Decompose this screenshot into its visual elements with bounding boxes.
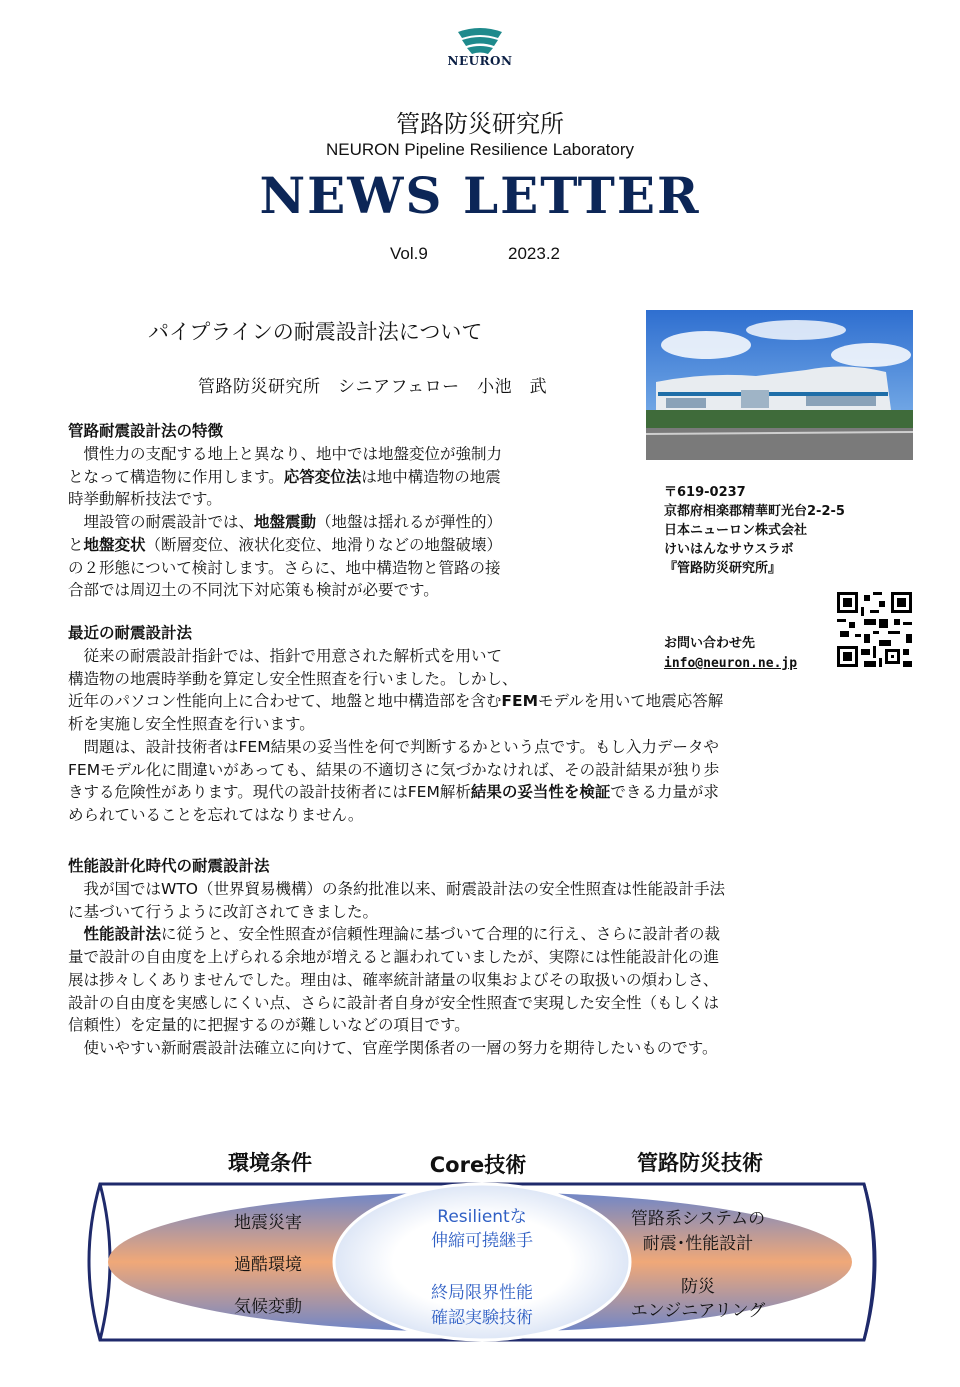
article-title: パイプラインの耐震設計法について [148, 320, 483, 344]
diagram-center-item: 確認実験技術 [431, 1308, 533, 1328]
contact-email-link[interactable]: info@neuron.ne.jp [664, 656, 798, 671]
address-line: 〒619-0237 [664, 485, 746, 500]
body-line: 我が国ではWTO（世界貿易機構）の条約批准以来、耐震設計法の安全性照査は性能設計手法 [68, 880, 725, 898]
diagram-left-item: 地震災害 [234, 1213, 302, 1233]
article-author: 管路防災研究所 シニアフェロー 小池 武 [198, 377, 548, 397]
diagram-right-item: エンジニアリング [630, 1301, 766, 1321]
lab-name-jp: 管路防災研究所 [396, 110, 564, 138]
section-body [68, 645, 723, 827]
section-body [68, 878, 725, 1060]
body-line: の２形態について検討します。さらに、地中構造物と管路の接 [68, 558, 501, 577]
diagram-left-item: 気候変動 [234, 1297, 302, 1317]
section-heading: 性能設計化時代の耐震設計法 [68, 857, 270, 875]
diagram-center-item: 終局限界性能 [431, 1283, 533, 1303]
pipe-diagram [0, 1140, 960, 1387]
address-line: 『管路防災研究所』 [664, 561, 782, 576]
body-line: 合部では周辺土の不同沈下対応策も検討が必要です。 [68, 581, 439, 600]
diagram-title-right: 管路防災技術 [637, 1151, 763, 1175]
emphasis: 性能設計法 [83, 925, 162, 944]
diagram-center-item: 伸縮可撓継手 [431, 1231, 533, 1251]
body-line: 使いやすい新耐震設計法確立に向けて、官産学関係者の一層の努力を期待したいものです。 [68, 1038, 718, 1057]
lab-name-en: NEURON Pipeline Resilience Laboratory [325, 140, 635, 159]
newsletter-title: NEWS LETTER [259, 166, 701, 225]
body-line: められていることを忘れてはなりません。 [68, 805, 364, 824]
body-line: 構造物の地震時挙動を算定し安全性照査を行いました。しかし、 [68, 669, 518, 688]
body-line: 問題は、設計技術者はFEM結果の妥当性を何で判断するかという点です。もし入力データや [68, 737, 719, 756]
diagram-title-left: 環境条件 [228, 1151, 312, 1175]
section-heading: 管路耐震設計法の特徴 [68, 422, 224, 440]
emphasis: 応答変位法 [283, 467, 362, 486]
body-line: 展は捗々しくありませんでした。理由は、確率統計諸量の収集およびその取扱いの煩わしさ、 [68, 970, 719, 989]
body-line: 埋設管の耐震設計では、地盤震動（地盤は揺れるが弾性的） [68, 513, 503, 532]
emphasis: FEM [501, 692, 538, 711]
diagram-right-item: 耐震･性能設計 [642, 1234, 754, 1254]
address-line: 京都府相楽郡精華町光台2-2-5 [664, 504, 845, 519]
diagram-center-item: Resilientな [437, 1207, 527, 1227]
issue-date: 2023.2 [508, 244, 560, 263]
body-line: 従来の耐震設計指針では、指針で用意された解析式を用いて [68, 647, 503, 665]
section-heading: 最近の耐震設計法 [68, 624, 193, 642]
body-line: に基づいて行うように改訂されてきました。 [68, 902, 379, 921]
diagram-left-item: 過酷環境 [234, 1255, 302, 1275]
body-line: 設計の自由度を実感しにくい点、さらに設計者自身が安全性照査で実現した安全性（もしくは [68, 993, 720, 1012]
body-line: FEMモデル化に間違いがあっても、結果の不適切さに気づかなければ、その設計結果が独り歩 [68, 760, 720, 779]
address-line: けいはんなサウスラボ [664, 542, 794, 557]
address-line: 日本ニューロン株式会社 [664, 523, 808, 538]
emphasis: 結果の妥当性を検証 [470, 783, 611, 802]
address-block [664, 483, 845, 578]
diagram-right-item: 管路系システムの [630, 1209, 766, 1229]
qr-code[interactable] [837, 592, 912, 667]
section-body [68, 443, 502, 602]
body-line: 性能設計法に従うと、安全性照査が信頼性理論に基づいて合理的に行え、さらに設計者の裁 [83, 925, 720, 944]
volume: Vol.9 [390, 244, 428, 263]
body-line: 時挙動解析技法です。 [68, 490, 222, 509]
logo-text: NEURON [447, 54, 513, 68]
body-line: 慣性力の支配する地上と異なり、地中では地盤変位が強制力 [68, 445, 503, 463]
body-line: と地盤変状（断層変位、液状化変位、地滑りなどの地盤破壊） [68, 535, 503, 554]
body-line: 量で設計の自由度を上げられる余地が増えると謳われていましたが、実際には性能設計化の進 [68, 948, 720, 967]
emphasis: 地盤変状 [83, 535, 146, 554]
diagram-right-item: 防災 [681, 1277, 715, 1297]
building-photo [646, 310, 913, 460]
body-line: 近年のパソコン性能向上に合わせて、地盤と地中構造部を含むFEMモデルを用いて地震応答解 [68, 692, 724, 711]
body-line: きする危険性があります。現代の設計技術者にはFEM解析結果の妥当性を検証できる力量が求 [68, 783, 719, 802]
body-line: 信頼性）を定量的に把握するのが難しいなどの項目です。 [68, 1016, 470, 1035]
body-line: となって構造物に作用します。応答変位法は地中構造物の地震 [68, 467, 501, 486]
diagram-title-center: Core技術 [429, 1153, 527, 1177]
emphasis: 地盤震動 [254, 513, 317, 532]
contact-label: お問い合わせ先 [664, 636, 756, 651]
body-line: 析を実施し安全性照査を行います。 [68, 715, 315, 734]
